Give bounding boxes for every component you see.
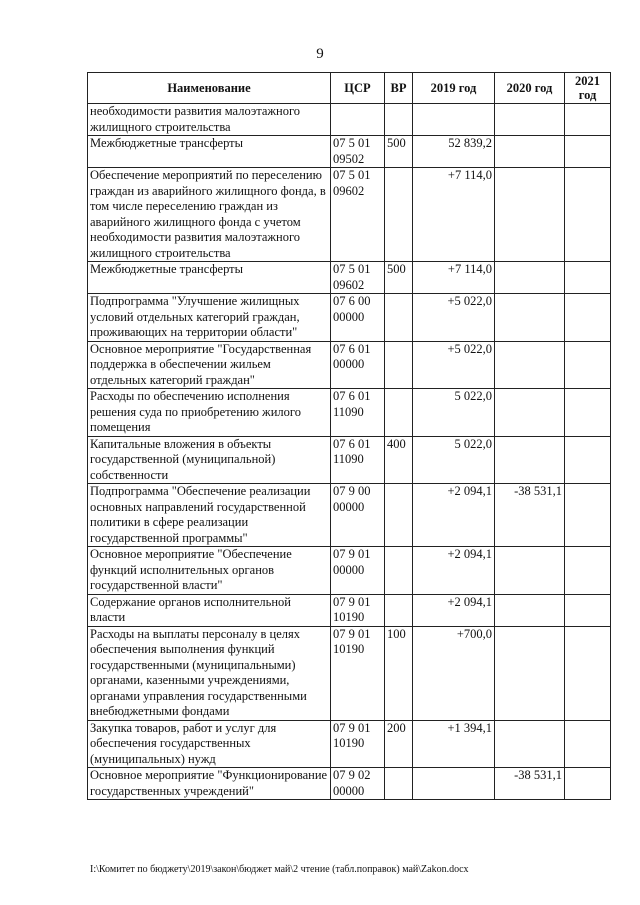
cell-2021 [565,626,611,720]
cell-2021 [565,104,611,136]
cell-2020 [495,168,565,262]
table-row [88,136,611,168]
cell-2021 [565,136,611,168]
cell-name: Закупка товаров, работ и услуг для обеспечения государственных (муниципальных) нужд [88,720,331,768]
header-2019: 2019 год [413,73,495,104]
cell-2020 [495,294,565,342]
cell-name: Расходы на выплаты персоналу в целях обеспечения выполнения функций государственными (муниципальными) органами, казенными учреждениями, органами управления государственными внебюджетными фондами [88,626,331,720]
cell-name: Основное мероприятие "Функционирование государственных учреждений" [88,768,331,800]
cell-2021 [565,594,611,626]
cell-2019: 5 022,0 [413,436,495,484]
cell-2019: 5 022,0 [413,389,495,437]
table-row [88,594,611,626]
table-row [88,436,611,484]
cell-csr: 07 6 01 00000 [331,341,385,389]
cell-csr: 07 5 01 09602 [331,262,385,294]
cell-2021 [565,547,611,595]
cell-vr [385,168,413,262]
table-row [88,484,611,547]
cell-name: необходимости развития малоэтажного жилищного строительства [88,104,331,136]
table-row [88,104,611,136]
table-header-row [88,73,611,104]
cell-vr: 500 [385,262,413,294]
cell-name: Подпрограмма "Улучшение жилищных условий отдельных категорий граждан, проживающих на территории области" [88,294,331,342]
cell-vr: 100 [385,626,413,720]
cell-2021 [565,168,611,262]
cell-2019: +700,0 [413,626,495,720]
cell-2019: +2 094,1 [413,484,495,547]
cell-csr: 07 6 01 11090 [331,436,385,484]
page-number: 9 [316,46,324,62]
header-csr: ЦСР [331,73,385,104]
cell-2019: +5 022,0 [413,294,495,342]
table-row [88,294,611,342]
cell-2019: +2 094,1 [413,547,495,595]
cell-csr: 07 5 01 09502 [331,136,385,168]
cell-name: Межбюджетные трансферты [88,136,331,168]
cell-2020 [495,547,565,595]
document-file-path: I:\Комитет по бюджету\2019\закон\бюджет май\2 чтение (табл.поправок) май\Zakon.docx [90,864,469,875]
cell-2019 [413,768,495,800]
cell-name: Основное мероприятие "Обеспечение функций исполнительных органов государственной власти" [88,547,331,595]
cell-2020: -38 531,1 [495,768,565,800]
cell-vr: 400 [385,436,413,484]
cell-name: Подпрограмма "Обеспечение реализации основных направлений государственной политики в сфере реализации государственной программы" [88,484,331,547]
cell-2019: 52 839,2 [413,136,495,168]
cell-2021 [565,389,611,437]
table-row [88,341,611,389]
cell-2020 [495,436,565,484]
cell-vr: 200 [385,720,413,768]
cell-name: Обеспечение мероприятий по переселению граждан из аварийного жилищного фонда, в том числе переселению граждан из аварийного жилищного фонда с учетом необходимости развития малоэтажного жилищного строительства [88,168,331,262]
cell-2021 [565,484,611,547]
cell-csr: 07 9 01 10190 [331,720,385,768]
table-row [88,168,611,262]
cell-csr [331,104,385,136]
cell-2021 [565,768,611,800]
cell-name: Содержание органов исполнительной власти [88,594,331,626]
cell-2021 [565,720,611,768]
cell-name: Межбюджетные трансферты [88,262,331,294]
cell-2019: +7 114,0 [413,262,495,294]
cell-name: Основное мероприятие "Государственная поддержка в обеспечении жильем отдельных категорий граждан" [88,341,331,389]
cell-vr [385,104,413,136]
cell-2020 [495,594,565,626]
cell-2021 [565,436,611,484]
cell-csr: 07 5 01 09602 [331,168,385,262]
cell-2020: -38 531,1 [495,484,565,547]
cell-2020 [495,626,565,720]
header-name: Наименование [88,73,331,104]
cell-2021 [565,341,611,389]
cell-2020 [495,104,565,136]
cell-2020 [495,262,565,294]
cell-2020 [495,341,565,389]
cell-vr [385,547,413,595]
cell-csr: 07 9 02 00000 [331,768,385,800]
cell-vr [385,389,413,437]
cell-csr: 07 9 00 00000 [331,484,385,547]
cell-2019: +7 114,0 [413,168,495,262]
header-vr: ВР [385,73,413,104]
cell-2019: +2 094,1 [413,594,495,626]
header-2020: 2020 год [495,73,565,104]
cell-name: Капитальные вложения в объекты государственной (муниципальной) собственности [88,436,331,484]
cell-name: Расходы по обеспечению исполнения решения суда по приобретению жилого помещения [88,389,331,437]
cell-csr: 07 6 00 00000 [331,294,385,342]
table-row [88,547,611,595]
cell-csr: 07 9 01 10190 [331,594,385,626]
cell-vr [385,594,413,626]
cell-2020 [495,720,565,768]
table-row [88,389,611,437]
budget-amendments-table [87,72,611,800]
cell-csr: 07 9 01 10190 [331,626,385,720]
cell-vr [385,484,413,547]
cell-csr: 07 6 01 11090 [331,389,385,437]
cell-2021 [565,294,611,342]
cell-vr [385,294,413,342]
table-row [88,768,611,800]
table-row [88,262,611,294]
cell-vr [385,768,413,800]
cell-2020 [495,136,565,168]
table-row [88,626,611,720]
cell-2019: +5 022,0 [413,341,495,389]
cell-2019 [413,104,495,136]
header-2021: 2021 год [565,73,611,104]
cell-2019: +1 394,1 [413,720,495,768]
cell-vr: 500 [385,136,413,168]
cell-2021 [565,262,611,294]
cell-vr [385,341,413,389]
table-row [88,720,611,768]
cell-csr: 07 9 01 00000 [331,547,385,595]
cell-2020 [495,389,565,437]
